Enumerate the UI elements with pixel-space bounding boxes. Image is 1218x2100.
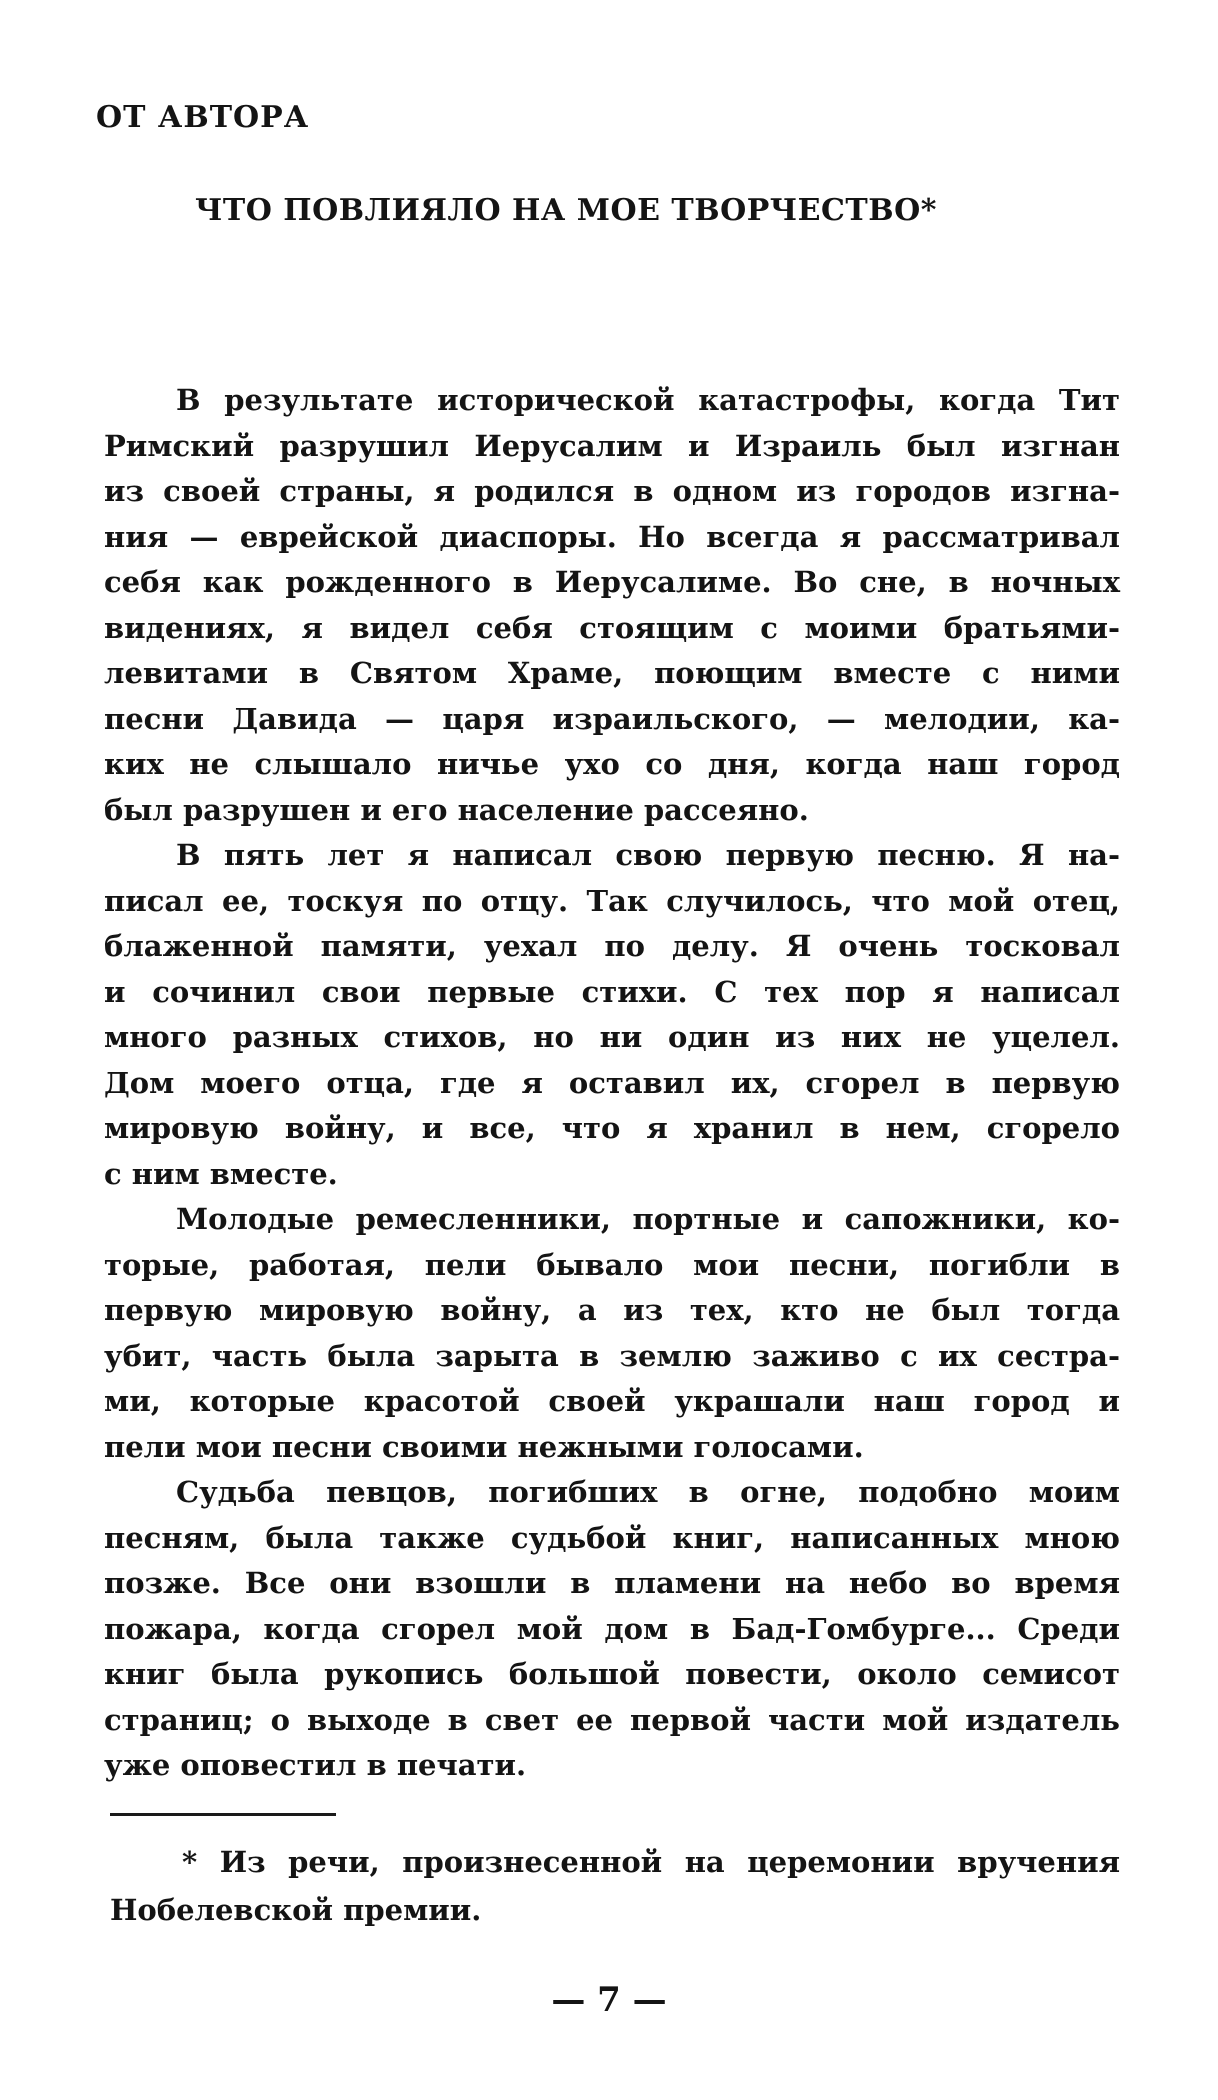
text-line: уже оповестил в печати. xyxy=(104,1748,527,1782)
text-line: с ним вместе. xyxy=(104,1156,338,1191)
text-line: Молодые ремесленники, портные и сапожники, ко- xyxy=(176,1202,1120,1236)
chapter-title: ЧТО ПОВЛИЯЛО НА МОЕ ТВОРЧЕСТВО* xyxy=(195,193,937,228)
text-line: видениях, я видел себя стоящим с моими братьями- xyxy=(104,610,1120,645)
paragraph-1 xyxy=(104,378,1120,833)
footnote-line: * Из речи, произнесенной на церемонии вручения xyxy=(182,1845,1120,1879)
text-line: убит, часть была зарыта в землю заживо с их сестра- xyxy=(104,1338,1120,1373)
paragraph-2 xyxy=(104,833,1120,1197)
text-line: страниц; о выходе в свет ее первой части мой издатель xyxy=(104,1702,1120,1737)
text-line: В пять лет я написал свою первую песню. Я на- xyxy=(176,838,1120,872)
text-line: ми, которые красотой своей украшали наш город и xyxy=(104,1384,1120,1418)
text-line: ния — еврейской диаспоры. Но всегда я рассматривал xyxy=(104,519,1120,554)
text-line: писал ее, тоскуя по отцу. Так случилось, что мой отец, xyxy=(104,883,1120,918)
footnote-divider xyxy=(110,1813,336,1816)
text-line: пожара, когда сгорел мой дом в Бад-Гомбурге... Среди xyxy=(104,1611,1120,1646)
text-line: был разрушен и его население рассеяно. xyxy=(104,792,809,827)
paragraph-4 xyxy=(104,1470,1120,1789)
text-line: пели мои песни своими нежными голосами. xyxy=(104,1429,864,1464)
body-text xyxy=(104,378,1120,1789)
text-line: песни Давида — царя израильского, — мелодии, ка- xyxy=(104,701,1120,736)
text-line: ких не слышало ничье ухо со дня, когда наш город xyxy=(104,747,1120,781)
text-line: себя как рожденного в Иерусалиме. Во сне, в ночных xyxy=(104,565,1120,599)
text-line: В результате исторической катастрофы, когда Тит xyxy=(176,383,1120,417)
page-number: — 7 — xyxy=(551,1980,667,2020)
text-line: первую мировую войну, а из тех, кто не был тогда xyxy=(104,1293,1120,1327)
text-line: книг была рукопись большой повести, около семисот xyxy=(104,1657,1120,1691)
text-line: Судьба певцов, погибших в огне, подобно моим xyxy=(176,1475,1120,1509)
text-line: много разных стихов, но ни один из них не уцелел. xyxy=(104,1020,1120,1054)
text-line: торые, работая, пели бывало мои песни, погибли в xyxy=(104,1247,1120,1282)
text-line: левитами в Святом Храме, поющим вместе с ними xyxy=(104,656,1120,690)
text-line: песням, была также судьбой книг, написанных мною xyxy=(104,1520,1120,1555)
text-line: и сочинил свои первые стихи. С тех пор я написал xyxy=(104,974,1120,1009)
text-line: Римский разрушил Иерусалим и Израиль был изгнан xyxy=(104,428,1120,463)
text-line: блаженной памяти, уехал по делу. Я очень тосковал xyxy=(104,929,1120,963)
footnote xyxy=(110,1838,1120,1934)
text-line: из своей страны, я родился в одном из городов изгна- xyxy=(104,474,1120,508)
paragraph-3 xyxy=(104,1197,1120,1470)
section-label: ОТ АВТОРА xyxy=(96,100,310,135)
text-line: мировую войну, и все, что я хранил в нем, сгорело xyxy=(104,1111,1120,1145)
text-line: Дом моего отца, где я оставил их, сгорел в первую xyxy=(104,1065,1120,1100)
text-line: позже. Все они взошли в пламени на небо во время xyxy=(104,1566,1120,1600)
footnote-line: Нобелевской премии. xyxy=(110,1893,482,1927)
